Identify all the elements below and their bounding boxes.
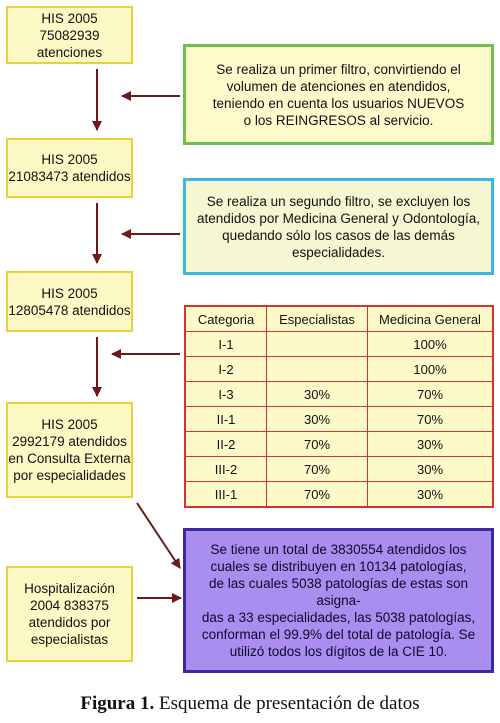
table-row xyxy=(185,332,493,357)
table-cell: 30% xyxy=(368,432,494,457)
table-cell: III-2 xyxy=(185,457,267,482)
table-header: Medicina General xyxy=(368,306,494,332)
table-cell: III-1 xyxy=(185,482,267,508)
summary-note: Se tiene un total de 3830554 atendidos los cuales se distribuyen en 10134 patologías, de las cuales 5038 patologías de estas son asigna- das a 33 especialidades, las 5038 patologías, conforman el 99.9% del total de patología. Se utilizó todos los dígitos de la CIE 10. xyxy=(183,528,494,673)
table-cell: 30% xyxy=(267,382,368,407)
table-row xyxy=(185,457,493,482)
table-cell: II-2 xyxy=(185,432,267,457)
arrow-his4-summary xyxy=(137,503,180,568)
table-row xyxy=(185,382,493,407)
first-filter-note: Se realiza un primer filtro, convirtiendo el volumen de atenciones en atendidos, teniendo en cuenta los usuarios NUEVOS o los REINGRESOS al servicio. xyxy=(183,44,494,145)
his-2005-atenciones-box: HIS 2005 75082939 atenciones xyxy=(6,6,133,64)
table-cell: 30% xyxy=(267,407,368,432)
table-cell: 30% xyxy=(368,482,494,508)
table-cell: I-2 xyxy=(185,357,267,382)
table-header: Especialistas xyxy=(267,306,368,332)
his-2005-consulta-externa-box: HIS 2005 2992179 atendidos en Consulta Externa por especialidades xyxy=(6,402,133,498)
table-header: Categoria xyxy=(185,306,267,332)
second-filter-note: Se realiza un segundo filtro, se excluyen los atendidos por Medicina General y Odontología, quedando sólo los casos de las demás especialidades. xyxy=(183,178,494,275)
table-cell: 70% xyxy=(267,457,368,482)
his-2005-12805478-box: HIS 2005 12805478 atendidos xyxy=(6,271,133,332)
figure-label: Figura 1. xyxy=(80,693,155,714)
table-cell: 100% xyxy=(368,332,494,357)
table-row xyxy=(185,407,493,432)
table-row xyxy=(185,357,493,382)
table-header-row xyxy=(185,306,493,332)
table-row xyxy=(185,432,493,457)
table-cell xyxy=(267,357,368,382)
table-cell: I-3 xyxy=(185,382,267,407)
table-cell: I-1 xyxy=(185,332,267,357)
table-cell: 30% xyxy=(368,457,494,482)
table-cell: II-1 xyxy=(185,407,267,432)
table-cell: 100% xyxy=(368,357,494,382)
his-2005-atendidos-box: HIS 2005 21083473 atendidos xyxy=(6,138,133,198)
figure-caption-text: Esquema de presentación de datos xyxy=(154,693,420,714)
table-row xyxy=(185,482,493,508)
table-cell: 70% xyxy=(267,482,368,508)
table-cell xyxy=(267,332,368,357)
figure-caption xyxy=(0,693,500,715)
table-cell: 70% xyxy=(368,407,494,432)
table-cell: 70% xyxy=(368,382,494,407)
category-distribution-table xyxy=(184,305,494,508)
table-cell: 70% xyxy=(267,432,368,457)
hospitalizacion-box: Hospitalización 2004 838375 atendidos por especialistas xyxy=(6,566,133,662)
